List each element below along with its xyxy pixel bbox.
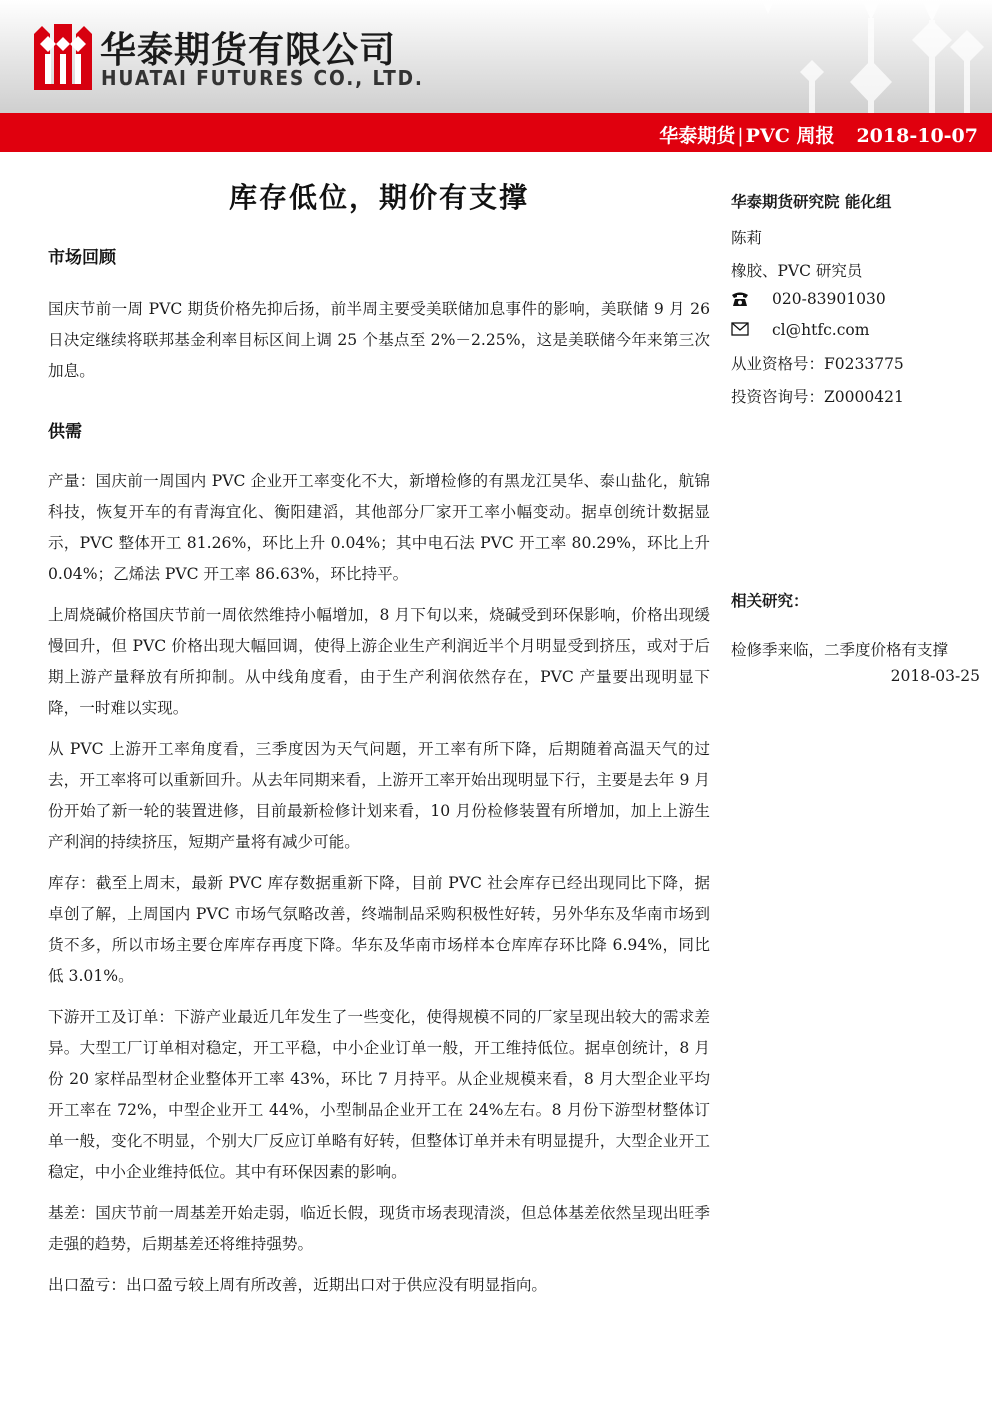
envelope-icon [731,322,749,336]
paragraph: 下游开工及订单：下游产业最近几年发生了一些变化，使得规模不同的厂家呈现出较大的需求差异。大型工厂订单相对稳定，开工平稳，中小企业订单一般，开工维持低位。据卓创统计，8 月份 20 家样品型材企业整体开工率 43%，环比 7 月持平。从企业规模来看，8 月大型企业平均开工率在 72%，中型企业开工 44%，小型制品企业开工在 24%左右。8 月份下游型材整体订单一般，变化不明显，个别大厂反应订单略有好转，但整体订单并未有明显提升，大型企业开工稳定，中小企业维持低位。其中有环保因素的影响。 [48,1008,710,1181]
related-research-heading: 相关研究： [731,592,809,610]
paragraph: 从 PVC 上游开工率角度看，三季度因为天气问题，开工率有所下降，后期随着高温天气的过去，开工率将可以重新回升。从去年同期来看，上游开工率开始出现明显下行，主要是去年 9 月份开始了新一轮的装置进修，目前最新检修计划来看，10 月份检修装置有所增加，加上上游生产利润的持续挤压，短期产量将有减少可能。 [48,740,710,851]
email-address[interactable]: cl@htfc.com [772,321,870,339]
banner-brand: 华泰期货 [659,125,736,147]
page-header [0,0,992,113]
section-heading-market-review: 市场回顾 [48,248,116,268]
paragraph: 库存：截至上周末，最新 PVC 库存数据重新下降，目前 PVC 社会库存已经出现同比下降，据卓创了解，上周国内 PVC 市场气氛略改善，终端制品采购积极性好转，另外华东及华南市场到货不多，所以市场主要仓库库存再度下降。华东及华南市场样本仓库库存环比降 6.94%，同比低 3.01%。 [48,874,710,985]
report-banner [0,113,992,152]
paragraph: 出口盈亏：出口盈亏较上周有所改善，近期出口对于供应没有明显指向。 [48,1276,548,1294]
banner-report-name: PVC 周报 [745,125,835,147]
main-content [48,240,710,1301]
header-decoration-icon [612,0,992,113]
paragraph: 国庆节前一周 PVC 期货价格先抑后扬，前半周主要受美联储加息事件的影响，美联储 9 月 26 日决定继续将联邦基金利率目标区间上调 25 个基点至 2%－2.25%，这是美联储今年来第三次加息。 [48,300,710,380]
paragraph: 产量：国庆前一周国内 PVC 企业开工率变化不大，新增检修的有黑龙江昊华、泰山盐化，航锦科技，恢复开车的有青海宜化、衡阳建滔，其他部分厂家开工率小幅变动。据卓创统计数据显示，PVC 整体开工 81.26%，环比上升 0.04%；其中电石法 PVC 开工率 80.29%，环比上升 0.04%；乙烯法 PVC 开工率 86.63%，环比持平。 [48,472,710,583]
related-research-link[interactable]: 检修季来临，二季度价格有支撑 [731,641,949,659]
research-org: 华泰期货研究院 能化组 [731,192,892,211]
page-title: 库存低位，期价有支撑 [228,181,529,214]
analyst-role: 橡胶、PVC 研究员 [731,262,863,280]
company-name-cn: 华泰期货有限公司 [100,30,397,71]
banner-separator: | [737,125,744,147]
analyst-name: 陈莉 [731,229,763,247]
qualification-number: 从业资格号：F0233775 [731,355,904,373]
email-line [731,321,981,341]
company-name-en: HUATAI FUTURES CO., LTD. [101,66,424,90]
company-logo-icon [32,22,94,92]
paragraph: 基差：国庆节前一周基差开始走弱，临近长假，现货市场表现清淡，但总体基差依然呈现出旺季走强的趋势，后期基差还将维持强势。 [48,1204,710,1253]
related-research-date: 2018-03-25 [890,667,980,685]
consulting-number: 投资咨询号：Z0000421 [731,388,904,406]
phone-icon [731,291,749,307]
phone-line [731,290,981,310]
paragraph: 上周烧碱价格国庆节前一周依然维持小幅增加，8 月下旬以来，烧碱受到环保影响，价格出现缓慢回升，但 PVC 价格出现大幅回调，使得上游企业生产利润近半个月明显受到挤压，或对于后期上游产量释放有所抑制。从中线角度看，由于生产利润依然存在，PVC 产量要出现明显下降，一时难以实现。 [48,606,710,717]
section-heading-supply-demand: 供需 [48,422,82,442]
phone-number: 020-83901030 [772,290,886,308]
banner-date: 2018-10-07 [856,125,978,147]
